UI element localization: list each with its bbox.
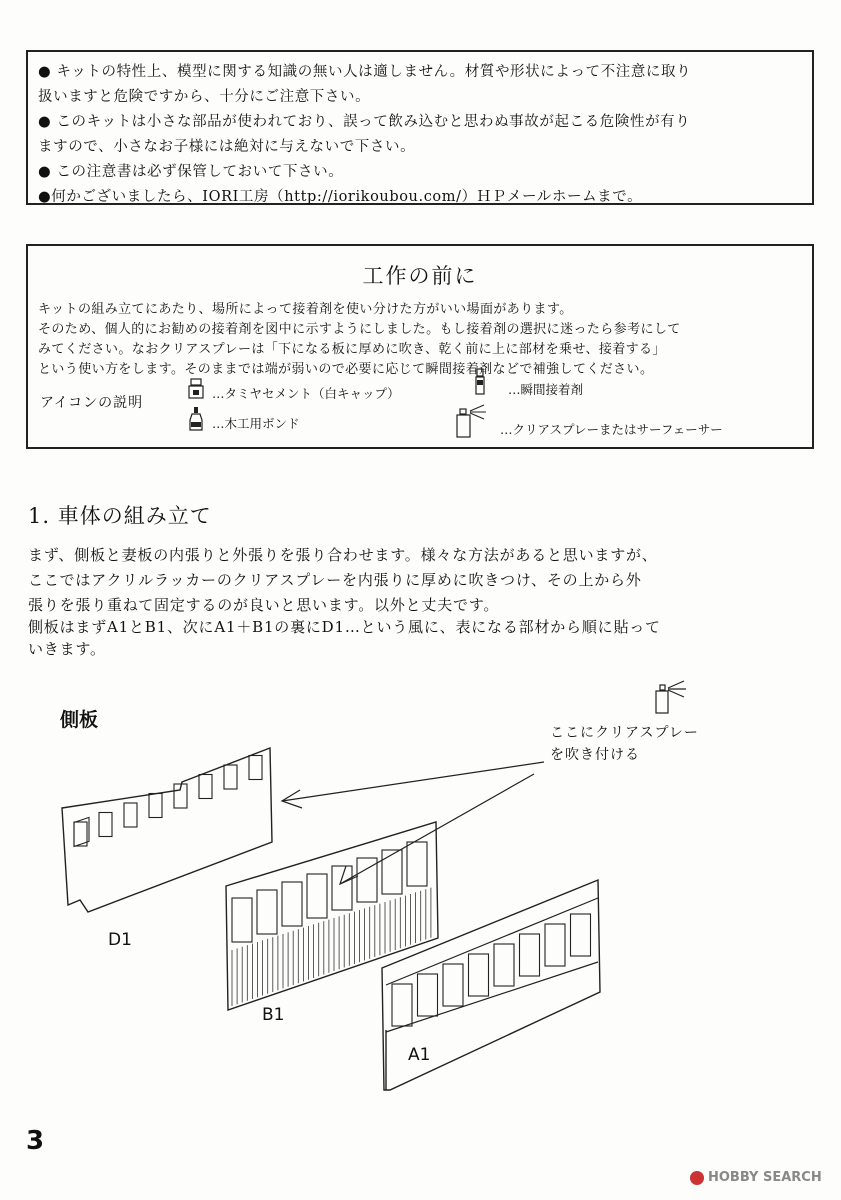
d1-window: [224, 765, 237, 789]
b1-window: [257, 890, 277, 934]
preparation-line: そのため、個人的にお勧めの接着剤を図中に示すようにしました。もし接着剤の選択に迷ったら参考にして: [38, 322, 681, 337]
icon-legend-label: アイコンの説明: [40, 395, 144, 411]
a1-window: [392, 984, 412, 1026]
warning-line: 扱いますと危険ですから、十分にご注意下さい。: [38, 89, 371, 105]
b1-window: [307, 874, 327, 918]
d1-window: [124, 803, 137, 827]
warning-line: ● この注意書は必ず保管しておいて下さい。: [38, 164, 344, 180]
clear-spray-icon: [456, 404, 498, 440]
a1-window: [418, 974, 438, 1016]
body-line: いきます。: [28, 640, 106, 658]
d1-window: [199, 775, 212, 799]
b1-window: [232, 898, 252, 942]
d1-window: [99, 813, 112, 837]
a1-rail: [386, 898, 598, 985]
part-label-a1: A1: [408, 1045, 431, 1065]
preparation-line: という使い方をします。そのままでは端が弱いので必要に応じて瞬間接着剤などで補強してください。: [38, 362, 654, 377]
preparation-title: 工作の前に: [362, 264, 478, 288]
body-line: 側板はまずA1とB1、次にA1＋B1の裏にD1…という風に、表になる部材から順に貼って: [28, 618, 661, 636]
tamiya-cement-icon: [188, 378, 204, 400]
icon-description: …クリアスプレーまたはサーフェーサー: [500, 422, 723, 437]
side-panel-label: 側板: [60, 709, 99, 731]
a1-window: [545, 924, 565, 966]
icon-description: …木工用ボンド: [212, 416, 300, 431]
b1-window: [332, 866, 352, 910]
page-number: 3: [26, 1126, 45, 1156]
callout-line: を吹き付ける: [550, 747, 640, 763]
panel-b1: [226, 822, 438, 1010]
body-line: まず、側板と妻板の内張りと外張りを張り合わせます。様々な方法があると思いますが、: [28, 546, 658, 564]
preparation-line: みてください。なおクリアスプレーは「下になる板に厚めに吹き、乾く前に上に部材を乗せ、接着する」: [38, 342, 666, 357]
preparation-line: キットの組み立てにあたり、場所によって接着剤を使い分けた方がいい場面があります。: [38, 302, 573, 317]
pointer-arrow: [282, 762, 544, 884]
watermark: [690, 1170, 822, 1185]
a1-window: [443, 964, 463, 1006]
clear-spray-icon: [656, 681, 686, 713]
warning-line: ●何かございましたら、IORI工房（http://iorikoubou.com/）ＨＰメールホームまで。: [38, 189, 643, 205]
warning-line: ますので、小さなお子様には絶対に与えないで下さい。: [38, 139, 416, 155]
d1-window: [149, 794, 162, 818]
icon-description: …タミヤセメント（白キャップ）: [212, 386, 400, 401]
a1-window: [494, 944, 514, 986]
b1-window: [282, 882, 302, 926]
warning-line: ● このキットは小さな部品が使われており、誤って飲み込むと思わぬ事故が起こる危険性が有り: [38, 114, 691, 130]
body-line: ここではアクリルラッカーのクリアスプレーを内張りに厚めに吹きつけ、その上から外: [28, 571, 642, 589]
b1-window: [407, 842, 427, 886]
a1-window: [520, 934, 540, 976]
a1-rail: [386, 962, 598, 1032]
wood-bond-icon: [188, 406, 204, 432]
section-title: 1. 車体の組み立て: [28, 504, 212, 528]
part-label-d1: D1: [108, 930, 132, 950]
super-glue-icon: [474, 368, 486, 396]
b1-window: [357, 858, 377, 902]
d1-window: [249, 756, 262, 780]
hobby-search-logo-icon: [690, 1171, 704, 1185]
icon-description: …瞬間接着剤: [508, 382, 584, 397]
body-line: 張りを張り重ねて固定するのが良いと思います。以外と丈夫です。: [28, 596, 500, 614]
d1-window: [174, 784, 187, 808]
callout-line: ここにクリアスプレー: [550, 725, 699, 741]
part-label-b1: B1: [262, 1005, 285, 1025]
warning-box: [26, 50, 814, 205]
a1-window: [469, 954, 489, 996]
panel-d1: [62, 748, 272, 912]
d1-window: [74, 822, 87, 846]
watermark-text: HOBBY SEARCH: [708, 1170, 822, 1185]
a1-window: [571, 914, 591, 956]
warning-line: ● キットの特性上、模型に関する知識の無い人は適しません。材質や形状によって不注意に取り: [38, 64, 692, 80]
b1-window: [382, 850, 402, 894]
preparation-box: [26, 244, 814, 449]
